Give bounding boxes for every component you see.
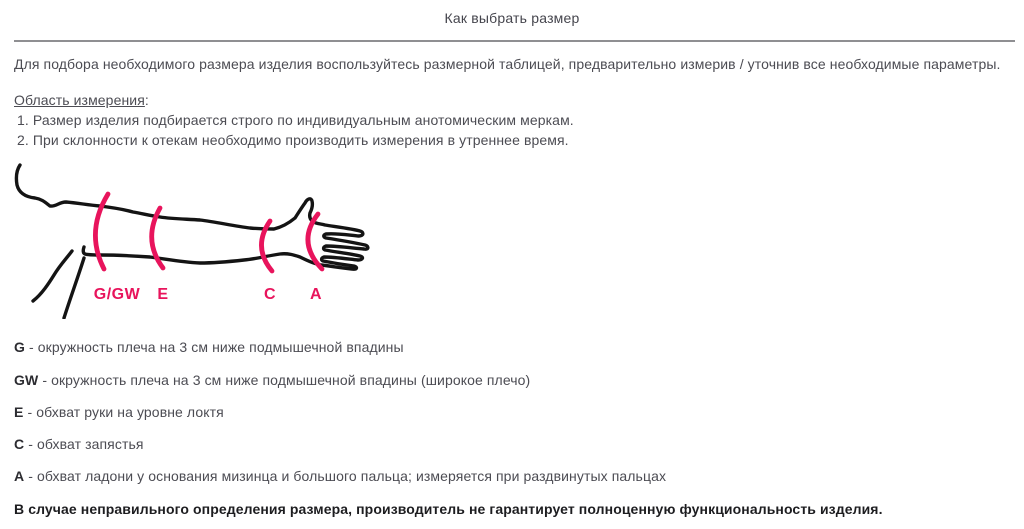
arm-measurement-diagram xyxy=(6,157,378,319)
measurement-area-heading xyxy=(14,92,149,108)
definition-a xyxy=(14,468,666,484)
diagram-label-c: C xyxy=(263,286,277,303)
definition-g xyxy=(14,339,404,355)
diagram-label-e: E xyxy=(157,286,169,303)
size-warning-text: В случае неправильного определения размера, производитель не гарантирует полноценную функциональность изделия. xyxy=(14,501,883,517)
definition-gw-text: - окружность плеча на 3 см ниже подмышечной впадины (широкое плечо) xyxy=(42,372,531,388)
arm-illustration xyxy=(6,157,378,319)
definition-c-key: C xyxy=(14,436,25,452)
diagram-label-g-gw: G/GW xyxy=(93,286,141,303)
definition-e-text: - обхват руки на уровне локтя xyxy=(27,404,224,420)
measurement-area-heading-text: Область измерения xyxy=(14,92,145,108)
intro-paragraph: Для подбора необходимого размера изделия воспользуйтесь размерной таблицей, предварительно измерив / уточнив все необходимые параметры. xyxy=(14,56,1001,72)
definition-e xyxy=(14,404,224,420)
definition-gw-key: GW xyxy=(14,372,39,388)
definition-gw xyxy=(14,372,530,388)
definition-g-text: - окружность плеча на 3 см ниже подмышечной впадины xyxy=(29,339,404,355)
definition-e-key: E xyxy=(14,404,24,420)
measurement-area-heading-colon: : xyxy=(144,92,149,108)
diagram-label-a: A xyxy=(309,286,323,303)
definition-g-key: G xyxy=(14,339,25,355)
measurement-area-item-1: 1. Размер изделия подбирается строго по индивидуальным анотомическим меркам. xyxy=(17,112,574,128)
definition-c-text: - обхват запястья xyxy=(28,436,144,452)
definition-a-key: A xyxy=(14,468,25,484)
measurement-area-item-2: 2. При склонности к отекам необходимо производить измерения в утреннее время. xyxy=(17,132,569,148)
page-title: Как выбрать размер xyxy=(444,10,580,26)
torso-line xyxy=(64,258,84,318)
chest-curve xyxy=(33,251,72,301)
definition-a-text: - обхват ладони у основания мизинца и большого пальца; измеряется при раздвинутых пальцах xyxy=(28,468,667,484)
divider-line xyxy=(14,40,1015,42)
definition-c xyxy=(14,436,144,452)
